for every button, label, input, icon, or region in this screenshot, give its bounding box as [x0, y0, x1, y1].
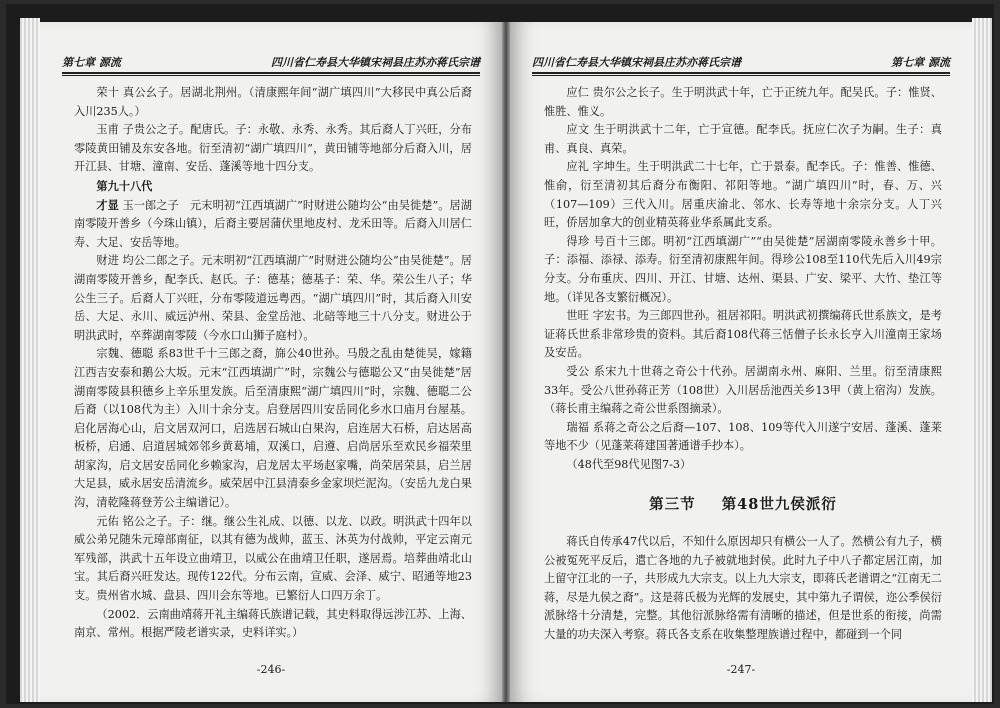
left-page-edges — [20, 18, 40, 702]
right-page-body — [544, 84, 942, 645]
header-title: 四川省仁寿县大华镇宋祠县庄苏亦蒋氏宗谱 — [532, 56, 741, 69]
paragraph: 财进 均公二郎之子。元末明初“江西填湖广”时财进公随均公“由吴徙楚”。居湖南零陵开善乡，配李氏、赵氏。子：德基；德基子：荣、华。荣公生八子；华公生三子。后裔人丁兴旺，分布零陵道远粤西。“湖广填四川”时，其后裔入川安岳、大足、永川、威远泸州、荣县、金堂岳池、北碚等地三十八分支。财进公于明洪武时，卒葬湖南零陵（今水口山狮子庭村）。 — [74, 254, 472, 342]
right-page-edges — [972, 18, 992, 702]
book-spread — [6, 4, 994, 704]
right-page-header — [532, 50, 950, 70]
paragraph: （48代至98代见图7-3） — [566, 457, 692, 471]
paragraph: 得珍 号百十三郎。明初“江西填湖广”“由吴徙楚”居湖南零陵永善乡十甲。子：添福、添禄、添寿。衍至清初康熙年间。得珍公108至110代先后入川49宗分支。分布重庆、四川、开江、甘塘、达州、渠县、广安、梁平、大竹、垫江等地。（详见各支繁衍概况）。 — [544, 234, 942, 304]
page-number: -246- — [256, 663, 286, 676]
paragraph: 瑞福 系蒋之奇公之后裔—107、108、109等代入川遂宁安居、蓬溪、蓬莱等地不少（见蓬莱蒋建国著通谱手抄本）。 — [544, 420, 942, 453]
section-name: 第48世九侯派衍 — [721, 496, 837, 514]
entry-text: 玉一郎之子 元末明初“江西填湖广”时财进公随均公“由吴徙楚”。居湖南零陵开善乡（今珠山镇），后裔主要居蒲伏里地皮村、龙禾田等。后裔入川居仁寿、大足、安岳等地。 — [74, 198, 472, 249]
paragraph: 宗魏、德聪 系83世千十三郎之裔，旆公40世孙。马殷之乱由楚徙吴，嫁籍江西吉安泰和鹅公大坂。元末“江西填湖广”时，宗魏公与德聪公又“由吴徙楚”居湖南零陵县积德乡上辛乐里发族。后至清康熙“湖广填四川”时，宗魏、德聪二公后裔（以108代为主）入川十余分支。启登居四川安岳同化乡水口庙月台屋基。启化居海心山，启文居双河口，启选居石城山白果沟，启连居大石桥，启达居高板桥，启通、启道居城郊邻乡黄葛埔，双溪口，启遵、启尚居乐至欢民乡福荣里胡家沟，启文居安岳同化乡赖家沟，启龙居太平场赵家嘴，尚荣居荣县，启兰居大足县，威永居安岳清流乡。威荣居中江县清泰乡金家坝烂泥沟。（安岳九龙白果沟，清乾隆蒋登芳公主编谱记）。 — [74, 347, 472, 510]
paragraph — [74, 196, 472, 253]
left-page — [40, 22, 502, 702]
right-page — [510, 22, 972, 702]
entry-name: 才显 — [96, 197, 119, 212]
paragraph: 元佑 铭公之子。子：继。继公生礼成、以德、以龙、以政。明洪武十四年以威公弟兄随朱元璋部南征，以其有德为战帅，蓝玉、沐英为付战帅，平定云南元军残部，洪武十五年设立曲靖卫，以威公在曲靖卫任职，遂居焉。培葬曲靖北山宝。其后裔兴旺发达。现传122代。分布云南，宣威、会泽、威宁、昭通等地23支。贵州省水城、盘县、四川会东等地。已繁衍人口四万余丁。 — [74, 514, 472, 603]
paragraph: 应文 生于明洪武十二年，亡于宣德。配李氏。抚应仁次子为嗣。生子：真甫、真良、真荣。 — [544, 123, 942, 155]
paragraph: 世旺 字宏书。为三郎四世孙。祖居祁阳。明洪武初撰编蒋氏世系族文，是考证蒋氏世系非常珍贵的资料。其后裔108代蒋三恬僧子长永长亨入川潼南王家场及安岳。 — [544, 309, 942, 360]
header-chapter: 第七章 源流 — [62, 56, 121, 69]
header-rule — [62, 72, 480, 74]
generation-title: 第九十八代 — [96, 178, 153, 193]
header-rule-thin — [532, 75, 950, 76]
paragraph: 玉甫 子贵公之子。配唐氏。子：永敬、永秀、永秀。其后裔人丁兴旺，分布零陵黄田铺及东安各地。衍至清初“湖广填四川”，黄田铺等地部分后裔入川，居开江县、甘塘、潼南、安岳、蓬溪等地十四分支。 — [74, 123, 472, 174]
header-chapter: 第七章 源流 — [891, 56, 950, 69]
paragraph: 受公 系宋九十世蒋之奇公十代孙。居湖南永州、麻阳、兰里。衍至清康熙33年。受公八世孙蒋正芳（108世）入川居岳池西关乡13甲（黄上宿沟）发族。（蒋长甫主编蒋之奇公世系图摘录）。 — [544, 364, 942, 416]
paragraph: 应仁 贵尔公之长子。生于明洪武十年，亡于正统九年。配吴氏。子：惟贤、惟胜、惟义。 — [544, 86, 942, 118]
page-number: -247- — [726, 663, 756, 676]
left-page-header — [62, 50, 480, 70]
header-title: 四川省仁寿县大华镇宋祠县庄苏亦蒋氏宗谱 — [271, 56, 480, 69]
paragraph: 蒋氏自传承47代以后，不知什么原因却只有横公一人了。然横公有九子，横公被冤死平反后，遣亡各地的九子被就地封侯。此时九子中八子都定居江南，加上留守江北的一子，共形成九大宗支。以上九大宗支，即蒋氏老谱谓之“江南无二蒋，尽是九侯之裔”。这是蒋氏极为光辉的发展史，其中第九子谓侯，迩公季侯衍派脉络十分清楚，完整。其他衍派脉络需有清晰的描述，但是世系的衔接，尚需大量的功夫深入考察。蒋氏各支系在收集整理族谱过程中，都碰到一个同 — [544, 535, 942, 642]
header-rule-thin — [62, 75, 480, 76]
header-rule — [532, 72, 950, 74]
paragraph: 应礼 字坤生。生于明洪武二十七年，亡于景泰。配李氏。子：惟善、惟德、惟俞，衍至清初其后裔分布衡阳、祁阳等地。“湖广填四川”时，春、万、兴（107—109）三代入川。居重庆渝北、邻水、长寿等地十余宗分支。人丁兴旺，侨居加拿大的创业精英蒋业华系属此支系。 — [544, 160, 942, 230]
left-page-body — [74, 84, 472, 643]
paragraph: 荣十 真公幺子。居湖北荆州。（清康熙年间“湖广填四川”大移民中真公后裔入川235人。） — [74, 86, 472, 118]
book-gutter — [502, 22, 510, 702]
paragraph: （2002．云南曲靖蒋开礼主编蒋氏族谱记载，其史料取得远涉江苏、上海、南京、常州。根据严陵老谱实录，史料详实。） — [74, 607, 472, 640]
section-label: 第三节 — [649, 496, 696, 514]
section-heading — [544, 496, 942, 515]
